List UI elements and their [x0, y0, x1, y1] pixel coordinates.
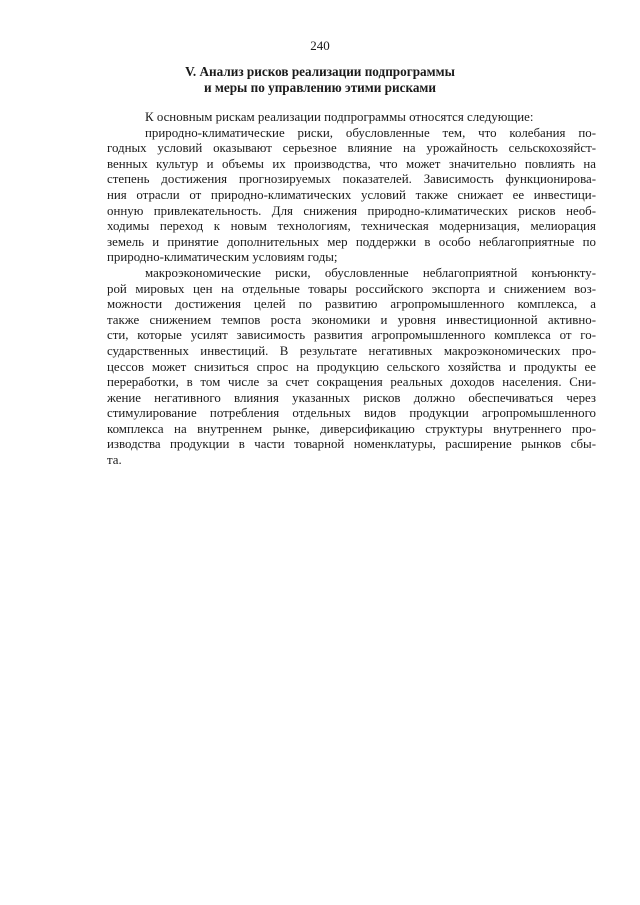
text-line: жение негативного влияния указанных рисков должно обеспечиваться через — [107, 390, 596, 405]
text-line: природно-климатическим условиям годы; — [107, 250, 338, 265]
text-line: макроэкономические риски, обусловленные неблагоприятной конъюнкту- — [145, 265, 596, 280]
text-line: стимулирование потребления отдельных видов продукции агропромышленного — [107, 406, 596, 421]
paragraph-macroeconomic-risks — [107, 266, 596, 469]
text-line: онную привлекательность. Для снижения природно-климатических рисков необ- — [107, 203, 596, 218]
text-line: также снижением темпов роста экономики и уровня инвестиционной активно- — [107, 312, 596, 327]
text-line: венных культур и объемы их производства, что может значительно повлиять на — [107, 156, 596, 171]
text-line: ходимы переход к новым технологиям, техническая модернизация, мелиорация — [107, 219, 596, 234]
paragraph-intro — [107, 110, 596, 126]
text-line: цессов может снизиться спрос на продукцию сельского хозяйства и продукты ее — [107, 359, 596, 374]
page-number: 240 — [310, 38, 330, 53]
text-line: К основным рискам реализации подпрограммы относятся следующие: — [145, 110, 534, 124]
section-heading-line-1: V. Анализ рисков реализации подпрограммы — [185, 64, 455, 79]
text-line: годных условий оказывают серьезное влияние на урожайность сельскохозяйст- — [107, 141, 596, 156]
body-text — [107, 110, 596, 469]
text-line: та. — [107, 453, 122, 468]
text-line: ния отрасли от природно-климатических условий также снижает ее инвестици- — [107, 187, 596, 202]
text-line: изводства продукции в части товарной номенклатуры, расширение рынков сбы- — [107, 437, 596, 452]
text-line: сти, которые усилят зависимость развития агропромышленного комплекса от го- — [107, 328, 596, 343]
text-line: степень достижения прогнозируемых показателей. Зависимость функционирова- — [107, 172, 596, 187]
text-line: переработки, в том числе за счет сокращения реальных доходов населения. Сни- — [107, 375, 596, 390]
text-line: рой мировых цен на отдельные товары российского экспорта и снижением воз- — [107, 281, 596, 296]
section-heading-line-2: и меры по управлению этими рисками — [203, 80, 437, 95]
text-line: можности достижения целей по развитию агропромышленного комплекса, а — [107, 297, 596, 312]
paragraph-climate-risks — [107, 126, 596, 266]
section-heading — [0, 64, 640, 96]
text-line: земель и принятие дополнительных мер поддержки в особо неблагоприятные по — [107, 234, 596, 249]
text-line: сударственных инвестиций. В результате негативных макроэкономических про- — [107, 343, 596, 358]
text-line: комплекса на внутреннем рынке, диверсификацию структуры внутреннего про- — [107, 421, 596, 436]
text-line: природно-климатические риски, обусловленные тем, что колебания по- — [145, 125, 596, 140]
